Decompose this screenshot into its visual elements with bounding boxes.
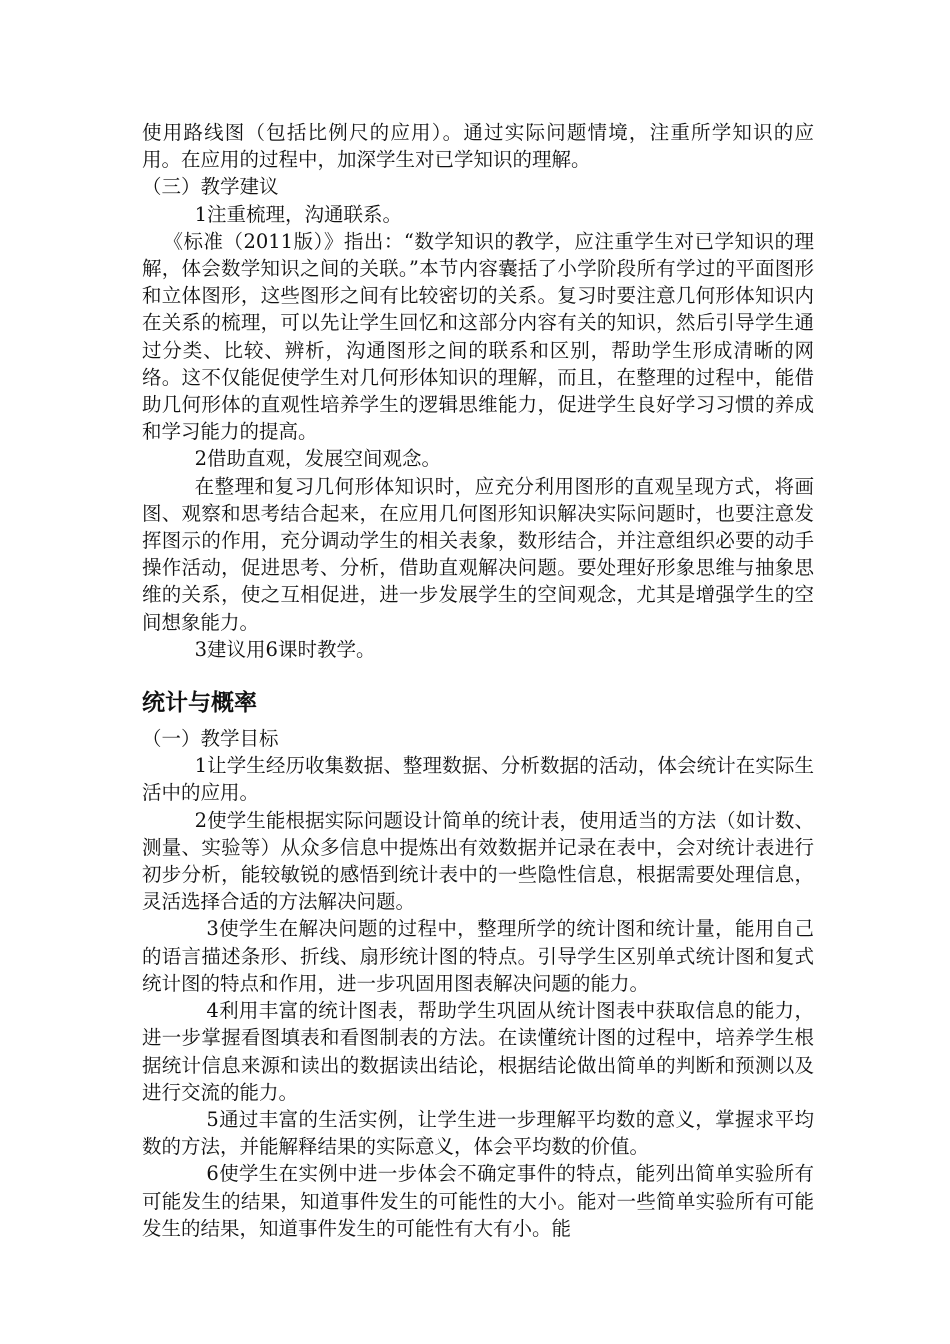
subheading-teaching-goals: （一）教学目标 <box>142 727 279 751</box>
suggestion-1-body: 《标准（2011版）》指出：“数学知识的教学，应注重学生对已学知识的理解，体会数学知识之间的关联。”本节内容囊括了小学阶段所有学过的平面图形和立体图形，这些图形之间有比较密切的关系。复习时要注意几何形体知识内在关系的梳理，可以先让学生回忆和这部分内容有关的知识，然后引导学生通过分类、比较、辨析，沟通图形之间的联系和区别，帮助学生形成清晰的网络。这不仅能促使学生对几何形体知识的理解，而且，在整理的过程中，能借助几何形体的直观性培养学生的逻辑思维能力，促进学生良好学习习惯的养成和学习能力的提高。 <box>142 229 814 444</box>
goal-6: 6使学生在实例中进一步体会不确定事件的特点，能列出简单实验所有可能发生的结果，知道事件发生的可能性的大小。能对一些简单实验所有可能发生的结果，知道事件发生的可能性有大有小。能 <box>142 1162 814 1240</box>
goal-1: 1让学生经历收集数据、整理数据、分析数据的活动，体会统计在实际生活中的应用。 <box>142 754 814 805</box>
document-content <box>142 119 814 1242</box>
goal-5: 5通过丰富的生活实例，让学生进一步理解平均数的意义，掌握求平均数的方法，并能解释结果的实际意义，体会平均数的价值。 <box>142 1107 814 1159</box>
suggestion-3: 3建议用6课时教学。 <box>194 637 376 661</box>
goal-4: 4利用丰富的统计图表，帮助学生巩固从统计图表中获取信息的能力，进一步掌握看图填表和看图制表的方法。在读懂统计图的过程中，培养学生根据统计信息来源和读出的数据读出结论，根据结论做出简单的判断和预测以及进行交流的能力。 <box>142 999 814 1104</box>
suggestion-1-title: 1注重梳理，沟通联系。 <box>194 202 403 226</box>
goal-2: 2使学生能根据实际问题设计简单的统计表，使用适当的方法（如计数、测量、实验等）从众多信息中提炼出有效数据并记录在表中，会对统计表进行初步分析，能较敏锐的感悟到统计表中的一些隐性信息，根据需要处理信息，灵活选择合适的方法解决问题。 <box>142 808 814 914</box>
suggestion-2-title: 2借助直观，发展空间观念。 <box>194 447 442 471</box>
suggestion-2-body: 在整理和复习几何形体知识时，应充分利用图形的直观呈现方式，将画图、观察和思考结合起来，在应用几何图形知识解决实际问题时，也要注意发挥图示的作用，充分调动学生的相关表象，数形结合，并注意组织必要的动手操作活动，促进思考、分析，借助直观解决问题。要处理好形象思维与抽象思维的关系，使之互相促进，进一步发展学生的空间观念，尤其是增强学生的空间想象能力。 <box>142 474 814 634</box>
subheading-teaching-suggestions: （三）教学建议 <box>142 175 279 199</box>
intro-paragraph: 使用路线图（包括比例尺的应用）。通过实际问题情境，注重所学知识的应用。在应用的过程中，加深学生对已学知识的理解。 <box>142 121 814 172</box>
section-title: 统计与概率 <box>142 690 257 717</box>
goal-3: 3使学生在解决问题的过程中，整理所学的统计图和统计量，能用自己的语言描述条形、折线、扇形统计图的特点。引导学生区别单式统计图和复式统计图的特点和作用，进一步巩固用图表解决问题的能力。 <box>142 917 814 995</box>
